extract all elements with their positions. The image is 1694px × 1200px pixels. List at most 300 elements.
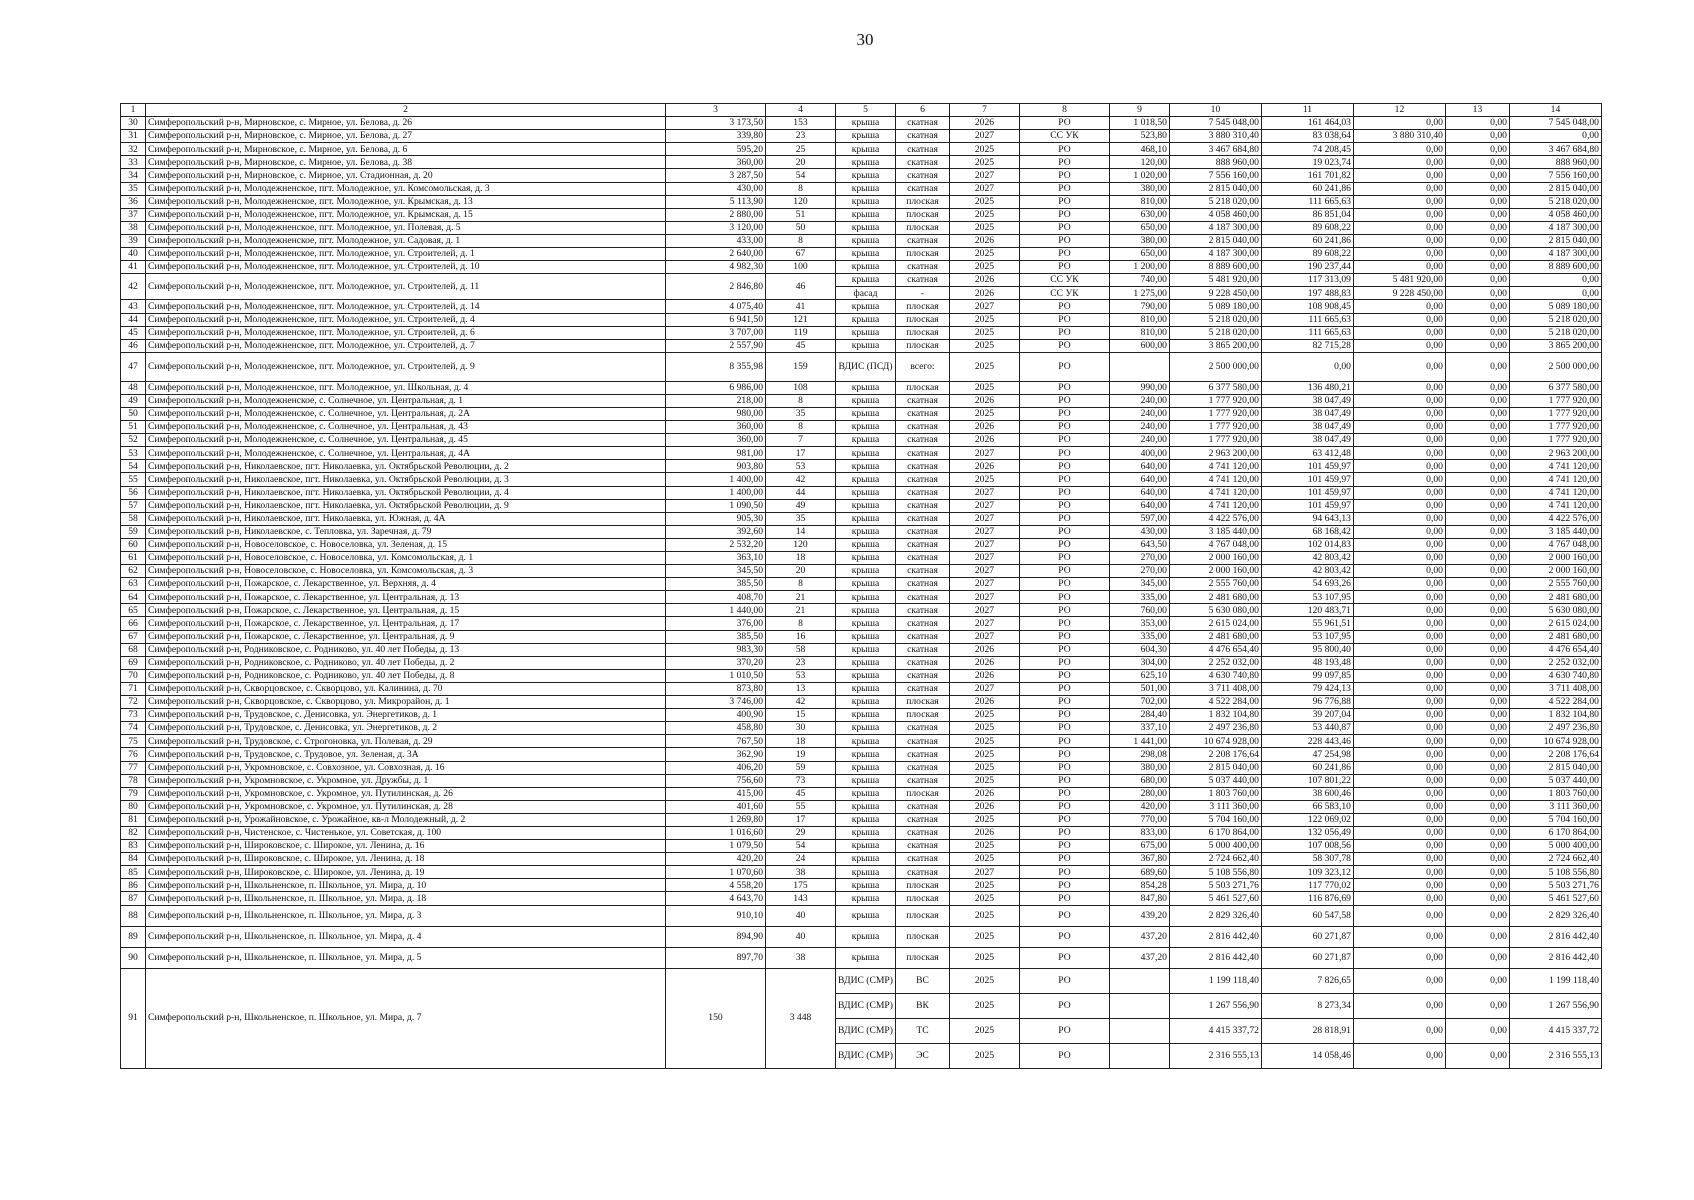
cell-address: Симферопольский р-н, Укромновское, с. Укромное, ул. Путилинская, д. 26 bbox=[146, 787, 666, 800]
table-row bbox=[121, 643, 1602, 656]
cell-volume: 270,00 bbox=[1109, 552, 1169, 565]
table-row bbox=[121, 117, 1602, 130]
cell-funding-source: РО bbox=[1019, 905, 1109, 926]
cell-owner-funds: 0,00 bbox=[1353, 866, 1445, 879]
cell-funding-source: РО bbox=[1019, 460, 1109, 473]
cell-area: 376,00 bbox=[666, 617, 766, 630]
cell-fund-funds: 2 555 760,00 bbox=[1509, 578, 1601, 591]
table-row bbox=[121, 604, 1602, 617]
cell-row-number: 78 bbox=[121, 774, 146, 787]
cell-budget-funds: 0,00 bbox=[1445, 447, 1509, 460]
cell-owner-funds: 0,00 bbox=[1353, 538, 1445, 551]
cell-total-cost: 2 724 662,40 bbox=[1169, 853, 1261, 866]
cell-area: 3 120,00 bbox=[666, 221, 766, 234]
cell-volume: 400,00 bbox=[1109, 447, 1169, 460]
cell-budget-funds: 0,00 bbox=[1445, 460, 1509, 473]
cell-unit-cost: 39 207,04 bbox=[1261, 709, 1353, 722]
cell-work-type: крыша bbox=[836, 578, 896, 591]
cell-funding-source: РО bbox=[1019, 826, 1109, 839]
cell-total-cost: 1 777 920,00 bbox=[1169, 394, 1261, 407]
cell-work-subtype: скатная bbox=[895, 261, 949, 274]
cell-total-cost: 4 415 337,72 bbox=[1169, 1018, 1261, 1043]
cell-owner-funds: 0,00 bbox=[1353, 800, 1445, 813]
cell-total-cost: 2 000 160,00 bbox=[1169, 565, 1261, 578]
cell-address: Симферопольский р-н, Пожарское, с. Лекарственное, ул. Центральная, д. 15 bbox=[146, 604, 666, 617]
cell-work-subtype: скатная bbox=[895, 840, 949, 853]
cell-total-cost: 2 000 160,00 bbox=[1169, 552, 1261, 565]
cell-work-type: крыша bbox=[836, 761, 896, 774]
cell-volume: 501,00 bbox=[1109, 682, 1169, 695]
cell-area: 1 079,50 bbox=[666, 840, 766, 853]
cell-row-number: 90 bbox=[121, 947, 146, 968]
cell-area: 385,50 bbox=[666, 630, 766, 643]
cell-total-cost: 5 000 400,00 bbox=[1169, 840, 1261, 853]
cell-total-cost: 5 218 020,00 bbox=[1169, 326, 1261, 339]
cell-address: Симферопольский р-н, Мирновское, с. Мирное, ул. Белова, д. 26 bbox=[146, 117, 666, 130]
cell-row-number: 75 bbox=[121, 735, 146, 748]
cell-funding-source: РО bbox=[1019, 421, 1109, 434]
cell-address: Симферопольский р-н, Школьненское, п. Школьное, ул. Мира, д. 5 bbox=[146, 947, 666, 968]
cell-work-type: крыша bbox=[836, 787, 896, 800]
table-row bbox=[121, 434, 1602, 447]
cell-owner-funds: 0,00 bbox=[1353, 552, 1445, 565]
cell-area: 4 643,70 bbox=[666, 892, 766, 905]
cell-budget-funds: 0,00 bbox=[1445, 182, 1509, 195]
cell-address: Симферопольский р-н, Молодежненское, с. Солнечное, ул. Центральная, д. 45 bbox=[146, 434, 666, 447]
cell-unit-cost: 38 600,46 bbox=[1261, 787, 1353, 800]
cell-owner-funds: 0,00 bbox=[1353, 853, 1445, 866]
cell-volume bbox=[1109, 1018, 1169, 1043]
cell-unit-cost: 122 069,02 bbox=[1261, 813, 1353, 826]
column-header: 7 bbox=[949, 104, 1019, 117]
cell-row-number: 57 bbox=[121, 499, 146, 512]
cell-unit-cost: 197 488,83 bbox=[1261, 287, 1353, 300]
cell-row-number: 89 bbox=[121, 926, 146, 947]
cell-year: 2027 bbox=[949, 682, 1019, 695]
cell-unit-cost: 60 271,87 bbox=[1261, 926, 1353, 947]
cell-owner-funds: 0,00 bbox=[1353, 156, 1445, 169]
cell-residents: 42 bbox=[766, 473, 836, 486]
cell-row-number: 61 bbox=[121, 552, 146, 565]
table-row bbox=[121, 926, 1602, 947]
table-row bbox=[121, 486, 1602, 499]
table-row bbox=[121, 774, 1602, 787]
cell-year: 2027 bbox=[949, 604, 1019, 617]
cell-work-subtype: - bbox=[895, 287, 949, 300]
cell-unit-cost: 89 608,22 bbox=[1261, 221, 1353, 234]
cell-budget-funds: 0,00 bbox=[1445, 643, 1509, 656]
cell-total-cost: 2 829 326,40 bbox=[1169, 905, 1261, 926]
cell-work-subtype: скатная bbox=[895, 617, 949, 630]
cell-area: 980,00 bbox=[666, 407, 766, 420]
cell-year: 2027 bbox=[949, 512, 1019, 525]
cell-funding-source: СС УК bbox=[1019, 287, 1109, 300]
cell-address: Симферопольский р-н, Мирновское, с. Мирное, ул. Белова, д. 27 bbox=[146, 130, 666, 143]
cell-total-cost: 2 815 040,00 bbox=[1169, 182, 1261, 195]
cell-row-number: 56 bbox=[121, 486, 146, 499]
cell-work-subtype: скатная bbox=[895, 169, 949, 182]
cell-funding-source: РО bbox=[1019, 968, 1109, 993]
cell-area: 362,90 bbox=[666, 748, 766, 761]
cell-row-number: 34 bbox=[121, 169, 146, 182]
cell-funding-source: РО bbox=[1019, 656, 1109, 669]
cell-volume: 468,10 bbox=[1109, 143, 1169, 156]
cell-fund-funds: 1 803 760,00 bbox=[1509, 787, 1601, 800]
cell-funding-source: РО bbox=[1019, 800, 1109, 813]
cell-total-cost: 1 777 920,00 bbox=[1169, 434, 1261, 447]
cell-residents: 8 bbox=[766, 234, 836, 247]
cell-unit-cost: 60 241,86 bbox=[1261, 182, 1353, 195]
cell-work-subtype: скатная bbox=[895, 826, 949, 839]
cell-funding-source: РО bbox=[1019, 1018, 1109, 1043]
cell-funding-source: РО bbox=[1019, 407, 1109, 420]
cell-budget-funds: 0,00 bbox=[1445, 208, 1509, 221]
cell-owner-funds: 0,00 bbox=[1353, 905, 1445, 926]
cell-total-cost: 2 481 680,00 bbox=[1169, 591, 1261, 604]
cell-unit-cost: 58 307,78 bbox=[1261, 853, 1353, 866]
cell-row-number: 42 bbox=[121, 274, 146, 300]
cell-work-subtype: скатная bbox=[895, 656, 949, 669]
cell-funding-source: РО bbox=[1019, 879, 1109, 892]
cell-year: 2025 bbox=[949, 313, 1019, 326]
cell-owner-funds: 0,00 bbox=[1353, 339, 1445, 352]
cell-row-number: 74 bbox=[121, 722, 146, 735]
cell-work-subtype: скатная bbox=[895, 669, 949, 682]
cell-work-subtype: ВК bbox=[895, 993, 949, 1018]
cell-unit-cost: 38 047,49 bbox=[1261, 421, 1353, 434]
cell-row-number: 50 bbox=[121, 407, 146, 420]
cell-residents: 24 bbox=[766, 853, 836, 866]
table-row bbox=[121, 656, 1602, 669]
cell-unit-cost: 38 047,49 bbox=[1261, 394, 1353, 407]
column-header: 2 bbox=[146, 104, 666, 117]
cell-unit-cost: 117 313,09 bbox=[1261, 274, 1353, 287]
cell-area: 4 982,30 bbox=[666, 261, 766, 274]
cell-budget-funds: 0,00 bbox=[1445, 926, 1509, 947]
cell-address: Симферопольский р-н, Молодежненское, с. Солнечное, ул. Центральная, д. 4А bbox=[146, 447, 666, 460]
cell-unit-cost: 120 483,71 bbox=[1261, 604, 1353, 617]
cell-work-subtype: плоская bbox=[895, 787, 949, 800]
cell-volume: 298,08 bbox=[1109, 748, 1169, 761]
cell-budget-funds: 0,00 bbox=[1445, 853, 1509, 866]
cell-area: 905,30 bbox=[666, 512, 766, 525]
cell-residents: 54 bbox=[766, 169, 836, 182]
cell-work-subtype: скатная bbox=[895, 274, 949, 287]
cell-work-type: крыша bbox=[836, 879, 896, 892]
cell-total-cost: 5 461 527,60 bbox=[1169, 892, 1261, 905]
cell-unit-cost: 101 459,97 bbox=[1261, 460, 1353, 473]
cell-row-number: 31 bbox=[121, 130, 146, 143]
cell-work-type: крыша bbox=[836, 604, 896, 617]
cell-area: 6 986,00 bbox=[666, 381, 766, 394]
cell-owner-funds: 0,00 bbox=[1353, 499, 1445, 512]
cell-row-number: 70 bbox=[121, 669, 146, 682]
table-row bbox=[121, 617, 1602, 630]
cell-fund-funds: 2 000 160,00 bbox=[1509, 552, 1601, 565]
cell-volume bbox=[1109, 993, 1169, 1018]
cell-volume: 643,50 bbox=[1109, 538, 1169, 551]
cell-volume: 597,00 bbox=[1109, 512, 1169, 525]
cell-work-subtype: скатная bbox=[895, 604, 949, 617]
cell-row-number: 53 bbox=[121, 447, 146, 460]
cell-area: 218,00 bbox=[666, 394, 766, 407]
cell-funding-source: РО bbox=[1019, 947, 1109, 968]
cell-area: 433,00 bbox=[666, 234, 766, 247]
table-row bbox=[121, 221, 1602, 234]
cell-fund-funds: 2 615 024,00 bbox=[1509, 617, 1601, 630]
cell-funding-source: РО bbox=[1019, 669, 1109, 682]
cell-unit-cost: 48 193,48 bbox=[1261, 656, 1353, 669]
table-row bbox=[121, 143, 1602, 156]
cell-row-number: 71 bbox=[121, 682, 146, 695]
cell-funding-source: РО bbox=[1019, 709, 1109, 722]
cell-address: Симферопольский р-н, Молодежненское, пгт. Молодежное, ул. Строителей, д. 14 bbox=[146, 300, 666, 313]
cell-budget-funds: 0,00 bbox=[1445, 761, 1509, 774]
cell-address: Симферопольский р-н, Молодежненское, пгт. Молодежное, ул. Школьная, д. 4 bbox=[146, 381, 666, 394]
cell-total-cost: 4 187 300,00 bbox=[1169, 221, 1261, 234]
cell-unit-cost: 53 107,95 bbox=[1261, 591, 1353, 604]
column-header: 14 bbox=[1509, 104, 1601, 117]
cell-fund-funds: 4 422 576,00 bbox=[1509, 512, 1601, 525]
cell-owner-funds: 0,00 bbox=[1353, 709, 1445, 722]
column-header: 1 bbox=[121, 104, 146, 117]
cell-fund-funds: 1 267 556,90 bbox=[1509, 993, 1601, 1018]
cell-fund-funds: 4 522 284,00 bbox=[1509, 696, 1601, 709]
cell-total-cost: 7 545 048,00 bbox=[1169, 117, 1261, 130]
cell-owner-funds: 0,00 bbox=[1353, 352, 1445, 381]
cell-total-cost: 5 218 020,00 bbox=[1169, 313, 1261, 326]
cell-work-subtype: плоская bbox=[895, 879, 949, 892]
cell-year: 2027 bbox=[949, 486, 1019, 499]
cell-total-cost: 10 674 928,00 bbox=[1169, 735, 1261, 748]
cell-residents: 8 bbox=[766, 617, 836, 630]
cell-area: 894,90 bbox=[666, 926, 766, 947]
cell-work-subtype: плоская bbox=[895, 926, 949, 947]
cell-fund-funds: 3 111 360,00 bbox=[1509, 800, 1601, 813]
cell-total-cost: 5 481 920,00 bbox=[1169, 274, 1261, 287]
cell-unit-cost: 94 643,13 bbox=[1261, 512, 1353, 525]
cell-area: 385,50 bbox=[666, 578, 766, 591]
cell-owner-funds: 0,00 bbox=[1353, 591, 1445, 604]
cell-work-subtype: скатная bbox=[895, 130, 949, 143]
cell-residents: 45 bbox=[766, 787, 836, 800]
cell-work-type: крыша bbox=[836, 905, 896, 926]
cell-work-type: крыша bbox=[836, 892, 896, 905]
cell-funding-source: РО bbox=[1019, 339, 1109, 352]
cell-total-cost: 2 316 555,13 bbox=[1169, 1043, 1261, 1068]
cell-funding-source: РО bbox=[1019, 381, 1109, 394]
cell-owner-funds: 3 880 310,40 bbox=[1353, 130, 1445, 143]
cell-fund-funds: 4 741 120,00 bbox=[1509, 499, 1601, 512]
cell-work-type: крыша bbox=[836, 748, 896, 761]
cell-fund-funds: 5 108 556,80 bbox=[1509, 866, 1601, 879]
cell-year: 2025 bbox=[949, 813, 1019, 826]
cell-address: Симферопольский р-н, Новоселовское, с. Новоселовка, ул. Комсомольская, д. 1 bbox=[146, 552, 666, 565]
cell-address: Симферопольский р-н, Укромновское, с. Укромное, ул. Дружбы, д. 1 bbox=[146, 774, 666, 787]
column-header: 6 bbox=[895, 104, 949, 117]
cell-budget-funds: 0,00 bbox=[1445, 381, 1509, 394]
cell-budget-funds: 0,00 bbox=[1445, 274, 1509, 287]
cell-area: 415,00 bbox=[666, 787, 766, 800]
cell-volume: 760,00 bbox=[1109, 604, 1169, 617]
cell-budget-funds: 0,00 bbox=[1445, 234, 1509, 247]
cell-work-subtype: плоская bbox=[895, 947, 949, 968]
cell-volume: 437,20 bbox=[1109, 947, 1169, 968]
cell-fund-funds: 5 704 160,00 bbox=[1509, 813, 1601, 826]
cell-owner-funds: 0,00 bbox=[1353, 117, 1445, 130]
cell-funding-source: РО bbox=[1019, 394, 1109, 407]
cell-fund-funds: 8 889 600,00 bbox=[1509, 261, 1601, 274]
cell-budget-funds: 0,00 bbox=[1445, 800, 1509, 813]
cell-residents: 42 bbox=[766, 696, 836, 709]
cell-fund-funds: 5 218 020,00 bbox=[1509, 326, 1601, 339]
cell-fund-funds: 2 000 160,00 bbox=[1509, 565, 1601, 578]
cell-work-type: крыша bbox=[836, 221, 896, 234]
cell-unit-cost: 53 440,87 bbox=[1261, 722, 1353, 735]
cell-volume: 625,10 bbox=[1109, 669, 1169, 682]
cell-row-number: 85 bbox=[121, 866, 146, 879]
cell-owner-funds: 0,00 bbox=[1353, 486, 1445, 499]
cell-unit-cost: 190 237,44 bbox=[1261, 261, 1353, 274]
cell-volume: 689,60 bbox=[1109, 866, 1169, 879]
cell-residents: 8 bbox=[766, 578, 836, 591]
cell-work-subtype: скатная bbox=[895, 407, 949, 420]
cell-budget-funds: 0,00 bbox=[1445, 1018, 1509, 1043]
cell-work-subtype: скатная bbox=[895, 394, 949, 407]
cell-unit-cost: 111 665,63 bbox=[1261, 195, 1353, 208]
cell-volume bbox=[1109, 968, 1169, 993]
table-row bbox=[121, 538, 1602, 551]
cell-fund-funds: 4 058 460,00 bbox=[1509, 208, 1601, 221]
cell-work-subtype: скатная bbox=[895, 813, 949, 826]
cell-unit-cost: 117 770,02 bbox=[1261, 879, 1353, 892]
cell-work-subtype: плоская bbox=[895, 208, 949, 221]
cell-owner-funds: 0,00 bbox=[1353, 774, 1445, 787]
cell-year: 2025 bbox=[949, 339, 1019, 352]
cell-work-type: крыша bbox=[836, 826, 896, 839]
cell-total-cost: 4 741 120,00 bbox=[1169, 473, 1261, 486]
table-row bbox=[121, 840, 1602, 853]
table-row bbox=[121, 968, 1602, 993]
cell-residents: 35 bbox=[766, 512, 836, 525]
cell-owner-funds: 0,00 bbox=[1353, 248, 1445, 261]
cell-unit-cost: 108 908,45 bbox=[1261, 300, 1353, 313]
cell-funding-source: РО bbox=[1019, 525, 1109, 538]
cell-row-number: 55 bbox=[121, 473, 146, 486]
cell-work-type: крыша bbox=[836, 552, 896, 565]
cell-work-type: ВДИС (СМР) bbox=[836, 968, 896, 993]
cell-unit-cost: 38 047,49 bbox=[1261, 434, 1353, 447]
cell-fund-funds: 2 815 040,00 bbox=[1509, 761, 1601, 774]
cell-residents: 14 bbox=[766, 525, 836, 538]
cell-budget-funds: 0,00 bbox=[1445, 813, 1509, 826]
cell-owner-funds: 0,00 bbox=[1353, 630, 1445, 643]
cell-year: 2027 bbox=[949, 130, 1019, 143]
cell-unit-cost: 8 273,34 bbox=[1261, 993, 1353, 1018]
cell-volume: 353,00 bbox=[1109, 617, 1169, 630]
table-row bbox=[121, 591, 1602, 604]
page-number: 30 bbox=[856, 30, 874, 49]
cell-funding-source: РО bbox=[1019, 853, 1109, 866]
cell-volume: 439,20 bbox=[1109, 905, 1169, 926]
table-row bbox=[121, 261, 1602, 274]
cell-volume: 1 200,00 bbox=[1109, 261, 1169, 274]
cell-budget-funds: 0,00 bbox=[1445, 774, 1509, 787]
cell-address: Симферопольский р-н, Николаевское, пгт. Николаевка, ул. Октябрьской Революции, д. 2 bbox=[146, 460, 666, 473]
cell-residents: 53 bbox=[766, 460, 836, 473]
cell-year: 2027 bbox=[949, 300, 1019, 313]
cell-owner-funds: 0,00 bbox=[1353, 565, 1445, 578]
cell-address: Симферопольский р-н, Молодежненское, пгт. Молодежное, ул. Садовая, д. 1 bbox=[146, 234, 666, 247]
cell-total-cost: 4 187 300,00 bbox=[1169, 248, 1261, 261]
cell-year: 2026 bbox=[949, 643, 1019, 656]
cell-work-type: крыша bbox=[836, 800, 896, 813]
cell-budget-funds: 0,00 bbox=[1445, 248, 1509, 261]
cell-owner-funds: 0,00 bbox=[1353, 787, 1445, 800]
cell-volume: 640,00 bbox=[1109, 473, 1169, 486]
column-header: 13 bbox=[1445, 104, 1509, 117]
cell-funding-source: РО bbox=[1019, 261, 1109, 274]
cell-budget-funds: 0,00 bbox=[1445, 578, 1509, 591]
cell-budget-funds: 0,00 bbox=[1445, 339, 1509, 352]
cell-row-number: 58 bbox=[121, 512, 146, 525]
cell-funding-source: РО bbox=[1019, 352, 1109, 381]
cell-year: 2026 bbox=[949, 117, 1019, 130]
cell-address: Симферопольский р-н, Широковское, с. Широкое, ул. Ленина, д. 19 bbox=[146, 866, 666, 879]
cell-address: Симферопольский р-н, Школьненское, п. Школьное, ул. Мира, д. 10 bbox=[146, 879, 666, 892]
cell-fund-funds: 1 777 920,00 bbox=[1509, 407, 1601, 420]
cell-row-number: 60 bbox=[121, 538, 146, 551]
table-row bbox=[121, 248, 1602, 261]
cell-residents: 13 bbox=[766, 682, 836, 695]
cell-funding-source: РО bbox=[1019, 926, 1109, 947]
cell-budget-funds: 0,00 bbox=[1445, 117, 1509, 130]
cell-year: 2025 bbox=[949, 248, 1019, 261]
cell-volume: 650,00 bbox=[1109, 248, 1169, 261]
cell-area: 6 941,50 bbox=[666, 313, 766, 326]
table-row bbox=[121, 905, 1602, 926]
cell-work-subtype: скатная bbox=[895, 722, 949, 735]
cell-total-cost: 5 704 160,00 bbox=[1169, 813, 1261, 826]
cell-funding-source: РО bbox=[1019, 591, 1109, 604]
cell-work-type: крыша bbox=[836, 421, 896, 434]
cell-fund-funds: 2 963 200,00 bbox=[1509, 447, 1601, 460]
cell-work-subtype: скатная bbox=[895, 735, 949, 748]
cell-residents: 8 bbox=[766, 421, 836, 434]
table-row bbox=[121, 578, 1602, 591]
cell-funding-source: РО bbox=[1019, 486, 1109, 499]
cell-row-number: 54 bbox=[121, 460, 146, 473]
cell-work-subtype: плоская bbox=[895, 381, 949, 394]
cell-work-type: крыша bbox=[836, 156, 896, 169]
cell-row-number: 44 bbox=[121, 313, 146, 326]
cell-residents: 18 bbox=[766, 552, 836, 565]
cell-owner-funds: 0,00 bbox=[1353, 169, 1445, 182]
cell-volume: 304,00 bbox=[1109, 656, 1169, 669]
cell-budget-funds: 0,00 bbox=[1445, 300, 1509, 313]
cell-funding-source: РО bbox=[1019, 696, 1109, 709]
cell-total-cost: 2 555 760,00 bbox=[1169, 578, 1261, 591]
cell-year: 2027 bbox=[949, 499, 1019, 512]
cell-work-subtype: скатная bbox=[895, 800, 949, 813]
cell-owner-funds: 0,00 bbox=[1353, 434, 1445, 447]
cell-funding-source: РО bbox=[1019, 117, 1109, 130]
cell-owner-funds: 0,00 bbox=[1353, 221, 1445, 234]
cell-address: Симферопольский р-н, Николаевское, пгт. Николаевка, ул. Октябрьской Революции, д. 3 bbox=[146, 473, 666, 486]
cell-total-cost: 2 500 000,00 bbox=[1169, 352, 1261, 381]
cell-work-subtype: скатная bbox=[895, 761, 949, 774]
cell-budget-funds: 0,00 bbox=[1445, 604, 1509, 617]
